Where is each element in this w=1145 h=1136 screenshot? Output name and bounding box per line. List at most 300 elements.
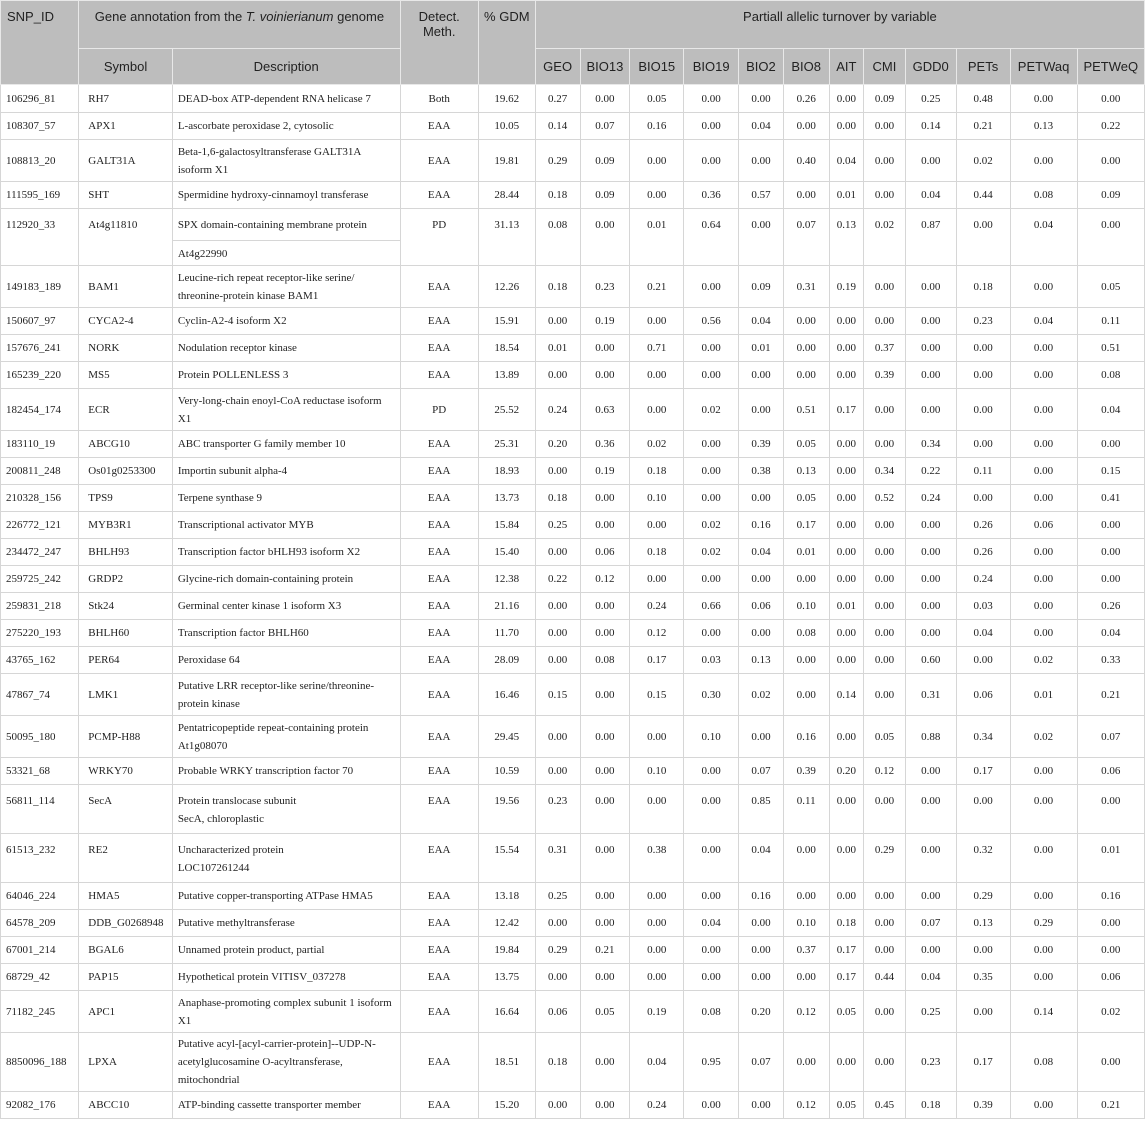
value-cell-bio2: 0.09 xyxy=(739,266,784,308)
gdm-cell: 19.81 xyxy=(478,140,535,182)
value-cell-cmi: 0.00 xyxy=(864,674,906,716)
value-cell-gdd0: 0.00 xyxy=(905,834,956,883)
gdm-cell: 31.13 xyxy=(478,209,535,266)
value-cell-bio2: 0.01 xyxy=(739,335,784,362)
value-cell-gdd0: 0.14 xyxy=(905,113,956,140)
symbol-cell: ECR xyxy=(79,389,173,431)
table-row xyxy=(1,620,1145,647)
detect-method-header: Detect. Meth. xyxy=(400,1,478,85)
value-cell-bio8: 0.00 xyxy=(783,182,829,209)
value-cell-bio13: 0.00 xyxy=(580,758,630,785)
description-text: Very-long-chain enoyl-CoA reductase isoform X1 xyxy=(177,394,382,425)
table-row xyxy=(1,785,1145,834)
value-cell-gdd0: 0.25 xyxy=(905,85,956,113)
value-cell-bio15: 0.00 xyxy=(630,566,684,593)
description-text: Cyclin-A2-4 isoform X2 xyxy=(177,315,287,327)
snp-id-cell: 61513_232 xyxy=(1,834,79,883)
value-cell-bio19: 0.00 xyxy=(684,566,739,593)
value-cell-pets: 0.00 xyxy=(956,785,1010,834)
value-cell-gdd0: 0.22 xyxy=(905,458,956,485)
table-row xyxy=(1,593,1145,620)
value-cell-geo: 0.27 xyxy=(535,85,580,113)
value-cell-petweq: 0.00 xyxy=(1077,566,1144,593)
value-cell-bio2: 0.00 xyxy=(739,566,784,593)
value-cell-petwaq: 0.00 xyxy=(1010,1092,1077,1119)
value-cell-bio19: 0.36 xyxy=(684,182,739,209)
value-cell-pets: 0.23 xyxy=(956,308,1010,335)
value-cell-bio19: 0.08 xyxy=(684,991,739,1033)
snp-id-cell: 108307_57 xyxy=(1,113,79,140)
value-cell-petweq: 0.00 xyxy=(1077,140,1144,182)
value-cell-bio19: 0.00 xyxy=(684,140,739,182)
value-cell-bio8: 0.13 xyxy=(783,458,829,485)
description-cell xyxy=(172,308,400,335)
value-cell-cmi: 0.00 xyxy=(864,1033,906,1092)
value-cell-ait: 0.17 xyxy=(829,389,864,431)
value-cell-pets: 0.00 xyxy=(956,209,1010,266)
value-cell-petwaq: 0.04 xyxy=(1010,209,1077,266)
table-row xyxy=(1,308,1145,335)
value-cell-geo: 0.00 xyxy=(535,362,580,389)
value-cell-ait: 0.00 xyxy=(829,539,864,566)
description-cell xyxy=(172,620,400,647)
description-cell xyxy=(172,485,400,512)
value-cell-gdd0: 0.34 xyxy=(905,431,956,458)
symbol-header: Symbol xyxy=(79,49,173,85)
description-text: Putative copper-transporting ATPase HMA5 xyxy=(177,890,373,902)
value-cell-petweq: 0.06 xyxy=(1077,758,1144,785)
value-cell-ait: 0.17 xyxy=(829,937,864,964)
description-text: Uncharacterized protein xyxy=(177,844,284,856)
description-cell xyxy=(172,566,400,593)
value-cell-bio2: 0.85 xyxy=(739,785,784,834)
gdm-cell: 25.31 xyxy=(478,431,535,458)
value-cell-bio13: 0.36 xyxy=(580,431,630,458)
value-cell-petwaq: 0.02 xyxy=(1010,647,1077,674)
table-row xyxy=(1,647,1145,674)
value-cell-petwaq: 0.00 xyxy=(1010,834,1077,883)
value-cell-bio8: 0.00 xyxy=(783,335,829,362)
value-cell-cmi: 0.00 xyxy=(864,389,906,431)
value-cell-bio15: 0.21 xyxy=(630,266,684,308)
description-continuation: LOC107261244 xyxy=(177,862,250,874)
value-cell-bio13: 0.08 xyxy=(580,647,630,674)
snp-id-cell: 67001_214 xyxy=(1,937,79,964)
value-cell-bio13: 0.19 xyxy=(580,308,630,335)
symbol-cell: GALT31A xyxy=(79,140,173,182)
value-cell-bio8: 0.11 xyxy=(783,785,829,834)
symbol-cell: BAM1 xyxy=(79,266,173,308)
table-row xyxy=(1,485,1145,512)
gdm-cell: 19.62 xyxy=(478,85,535,113)
value-cell-bio15: 0.12 xyxy=(630,620,684,647)
value-cell-bio2: 0.16 xyxy=(739,883,784,910)
value-cell-bio2: 0.57 xyxy=(739,182,784,209)
gdm-cell: 16.46 xyxy=(478,674,535,716)
value-cell-bio2: 0.00 xyxy=(739,485,784,512)
value-cell-cmi: 0.00 xyxy=(864,620,906,647)
value-cell-petweq: 0.33 xyxy=(1077,647,1144,674)
value-cell-bio2: 0.07 xyxy=(739,758,784,785)
value-cell-bio19: 0.30 xyxy=(684,674,739,716)
value-cell-bio15: 0.17 xyxy=(630,647,684,674)
snp-id-cell: 112920_33 xyxy=(1,209,79,266)
value-cell-bio2: 0.00 xyxy=(739,389,784,431)
description-text: Transcription factor BHLH60 xyxy=(177,627,309,639)
table-row xyxy=(1,335,1145,362)
value-cell-geo: 0.29 xyxy=(535,937,580,964)
value-cell-petweq: 0.00 xyxy=(1077,209,1144,266)
value-cell-geo: 0.25 xyxy=(535,512,580,539)
snp-id-cell: 43765_162 xyxy=(1,647,79,674)
method-cell: EAA xyxy=(400,991,478,1033)
method-cell: EAA xyxy=(400,1092,478,1119)
value-cell-bio8: 0.00 xyxy=(783,362,829,389)
value-cell-gdd0: 0.87 xyxy=(905,209,956,266)
value-cell-gdd0: 0.00 xyxy=(905,140,956,182)
value-cell-pets: 0.00 xyxy=(956,389,1010,431)
value-cell-petweq: 0.16 xyxy=(1077,883,1144,910)
value-cell-petweq: 0.00 xyxy=(1077,512,1144,539)
value-cell-gdd0: 0.00 xyxy=(905,308,956,335)
value-cell-bio2: 0.00 xyxy=(739,85,784,113)
value-cell-petwaq: 0.00 xyxy=(1010,335,1077,362)
value-cell-petweq: 0.00 xyxy=(1077,85,1144,113)
description-cell xyxy=(172,182,400,209)
value-cell-bio19: 0.02 xyxy=(684,389,739,431)
value-cell-gdd0: 0.00 xyxy=(905,566,956,593)
value-cell-gdd0: 0.00 xyxy=(905,785,956,834)
value-cell-geo: 0.00 xyxy=(535,458,580,485)
value-cell-pets: 0.06 xyxy=(956,674,1010,716)
value-cell-bio15: 0.00 xyxy=(630,512,684,539)
value-cell-cmi: 0.29 xyxy=(864,834,906,883)
value-cell-bio8: 0.39 xyxy=(783,758,829,785)
value-cell-bio2: 0.04 xyxy=(739,539,784,566)
value-cell-bio15: 0.18 xyxy=(630,458,684,485)
description-cell xyxy=(172,512,400,539)
value-cell-bio2: 0.13 xyxy=(739,647,784,674)
value-cell-petwaq: 0.00 xyxy=(1010,389,1077,431)
value-cell-petweq: 0.06 xyxy=(1077,964,1144,991)
value-cell-cmi: 0.00 xyxy=(864,539,906,566)
value-cell-bio15: 0.15 xyxy=(630,674,684,716)
value-cell-ait: 0.00 xyxy=(829,458,864,485)
table-row xyxy=(1,834,1145,883)
description-cell xyxy=(172,539,400,566)
value-cell-gdd0: 0.00 xyxy=(905,512,956,539)
value-cell-geo: 0.22 xyxy=(535,566,580,593)
snp-id-cell: 106296_81 xyxy=(1,85,79,113)
value-cell-bio2: 0.00 xyxy=(739,140,784,182)
value-cell-ait: 0.14 xyxy=(829,674,864,716)
symbol-cell: PER64 xyxy=(79,647,173,674)
table-row xyxy=(1,182,1145,209)
variable-header-bio8: BIO8 xyxy=(783,49,829,85)
gdm-cell: 18.93 xyxy=(478,458,535,485)
method-cell: EAA xyxy=(400,266,478,308)
table-row xyxy=(1,991,1145,1033)
value-cell-bio2: 0.04 xyxy=(739,113,784,140)
value-cell-gdd0: 0.00 xyxy=(905,266,956,308)
value-cell-bio19: 0.56 xyxy=(684,308,739,335)
value-cell-geo: 0.31 xyxy=(535,834,580,883)
value-cell-bio13: 0.00 xyxy=(580,620,630,647)
description-text: Unnamed protein product, partial xyxy=(177,944,325,956)
gdm-cell: 12.42 xyxy=(478,910,535,937)
description-continuation: At4g22990 xyxy=(173,240,400,263)
value-cell-gdd0: 0.00 xyxy=(905,758,956,785)
value-cell-gdd0: 0.88 xyxy=(905,716,956,758)
value-cell-cmi: 0.00 xyxy=(864,113,906,140)
description-text: Nodulation receptor kinase xyxy=(177,342,297,354)
value-cell-ait: 0.00 xyxy=(829,883,864,910)
value-cell-bio8: 0.10 xyxy=(783,910,829,937)
value-cell-gdd0: 0.00 xyxy=(905,389,956,431)
value-cell-cmi: 0.00 xyxy=(864,566,906,593)
value-cell-ait: 0.00 xyxy=(829,431,864,458)
value-cell-geo: 0.00 xyxy=(535,964,580,991)
value-cell-geo: 0.06 xyxy=(535,991,580,1033)
description-text: Probable WRKY transcription factor 70 xyxy=(177,765,354,777)
value-cell-gdd0: 0.00 xyxy=(905,362,956,389)
value-cell-pets: 0.00 xyxy=(956,991,1010,1033)
value-cell-petwaq: 0.01 xyxy=(1010,674,1077,716)
value-cell-petweq: 0.21 xyxy=(1077,674,1144,716)
value-cell-bio19: 0.02 xyxy=(684,539,739,566)
value-cell-bio15: 0.10 xyxy=(630,758,684,785)
snp-id-cell: 259725_242 xyxy=(1,566,79,593)
value-cell-gdd0: 0.18 xyxy=(905,1092,956,1119)
snp-id-cell: 64046_224 xyxy=(1,883,79,910)
value-cell-cmi: 0.00 xyxy=(864,785,906,834)
value-cell-petweq: 0.08 xyxy=(1077,362,1144,389)
value-cell-bio8: 0.00 xyxy=(783,308,829,335)
value-cell-petweq: 0.15 xyxy=(1077,458,1144,485)
value-cell-bio13: 0.00 xyxy=(580,910,630,937)
value-cell-bio13: 0.00 xyxy=(580,335,630,362)
value-cell-bio13: 0.00 xyxy=(580,834,630,883)
snp-id-cell: 71182_245 xyxy=(1,991,79,1033)
value-cell-pets: 0.11 xyxy=(956,458,1010,485)
table-row xyxy=(1,758,1145,785)
description-text: ATP-binding cassette transporter member xyxy=(177,1099,361,1111)
value-cell-petwaq: 0.00 xyxy=(1010,458,1077,485)
value-cell-pets: 0.17 xyxy=(956,758,1010,785)
value-cell-bio15: 0.00 xyxy=(630,716,684,758)
table-header xyxy=(1,1,1145,85)
value-cell-bio19: 0.00 xyxy=(684,431,739,458)
snp-id-cell: 157676_241 xyxy=(1,335,79,362)
value-cell-bio19: 0.00 xyxy=(684,937,739,964)
value-cell-ait: 0.00 xyxy=(829,362,864,389)
value-cell-bio19: 0.00 xyxy=(684,113,739,140)
method-cell: EAA xyxy=(400,674,478,716)
value-cell-petweq: 0.00 xyxy=(1077,785,1144,834)
value-cell-bio19: 0.03 xyxy=(684,647,739,674)
value-cell-pets: 0.44 xyxy=(956,182,1010,209)
gdm-cell: 19.56 xyxy=(478,785,535,834)
description-cell xyxy=(172,431,400,458)
gdm-cell: 18.51 xyxy=(478,1033,535,1092)
value-cell-petweq: 0.05 xyxy=(1077,266,1144,308)
value-cell-bio13: 0.00 xyxy=(580,716,630,758)
value-cell-bio15: 0.24 xyxy=(630,1092,684,1119)
gdm-cell: 11.70 xyxy=(478,620,535,647)
value-cell-bio13: 0.09 xyxy=(580,140,630,182)
snp-id-cell: 111595_169 xyxy=(1,182,79,209)
value-cell-bio15: 0.05 xyxy=(630,85,684,113)
gdm-cell: 19.84 xyxy=(478,937,535,964)
gdm-cell: 12.26 xyxy=(478,266,535,308)
value-cell-bio2: 0.00 xyxy=(739,362,784,389)
value-cell-petwaq: 0.00 xyxy=(1010,593,1077,620)
table-row xyxy=(1,389,1145,431)
description-text: Glycine-rich domain-containing protein xyxy=(177,573,354,585)
value-cell-bio19: 0.00 xyxy=(684,785,739,834)
value-cell-petwaq: 0.00 xyxy=(1010,964,1077,991)
value-cell-petweq: 0.41 xyxy=(1077,485,1144,512)
method-cell: EAA xyxy=(400,716,478,758)
value-cell-petweq: 0.00 xyxy=(1077,539,1144,566)
value-cell-ait: 0.00 xyxy=(829,834,864,883)
value-cell-bio19: 0.00 xyxy=(684,458,739,485)
symbol-cell: Os01g0253300 xyxy=(79,458,173,485)
value-cell-bio8: 0.40 xyxy=(783,140,829,182)
value-cell-petweq: 0.11 xyxy=(1077,308,1144,335)
value-cell-pets: 0.04 xyxy=(956,620,1010,647)
gdm-cell: 25.52 xyxy=(478,389,535,431)
gdm-cell: 15.54 xyxy=(478,834,535,883)
value-cell-gdd0: 0.00 xyxy=(905,593,956,620)
method-cell: EAA xyxy=(400,182,478,209)
description-text: Pentatricopeptide repeat-containing protein At1g08070 xyxy=(177,721,369,752)
description-cell xyxy=(172,991,400,1033)
value-cell-bio19: 0.10 xyxy=(684,716,739,758)
description-cell xyxy=(172,964,400,991)
symbol-cell: MYB3R1 xyxy=(79,512,173,539)
value-cell-pets: 0.29 xyxy=(956,883,1010,910)
gdm-cell: 10.59 xyxy=(478,758,535,785)
value-cell-petweq: 0.02 xyxy=(1077,991,1144,1033)
method-cell: EAA xyxy=(400,758,478,785)
method-cell: EAA xyxy=(400,140,478,182)
method-cell: EAA xyxy=(400,1033,478,1092)
variable-header-geo: GEO xyxy=(535,49,580,85)
method-cell: EAA xyxy=(400,113,478,140)
method-cell: EAA xyxy=(400,362,478,389)
snp-id-cell: 50095_180 xyxy=(1,716,79,758)
value-cell-bio8: 0.00 xyxy=(783,883,829,910)
variable-header-bio19: BIO19 xyxy=(684,49,739,85)
value-cell-ait: 0.13 xyxy=(829,209,864,266)
symbol-cell: PAP15 xyxy=(79,964,173,991)
value-cell-bio13: 0.63 xyxy=(580,389,630,431)
value-cell-pets: 0.17 xyxy=(956,1033,1010,1092)
value-cell-bio13: 0.00 xyxy=(580,485,630,512)
value-cell-bio19: 0.00 xyxy=(684,362,739,389)
value-cell-geo: 0.00 xyxy=(535,647,580,674)
value-cell-petwaq: 0.06 xyxy=(1010,512,1077,539)
value-cell-pets: 0.02 xyxy=(956,140,1010,182)
variable-header-pets: PETs xyxy=(956,49,1010,85)
snp-id-cell: 183110_19 xyxy=(1,431,79,458)
value-cell-cmi: 0.52 xyxy=(864,485,906,512)
description-cell xyxy=(172,389,400,431)
value-cell-pets: 0.21 xyxy=(956,113,1010,140)
value-cell-bio2: 0.07 xyxy=(739,1033,784,1092)
value-cell-cmi: 0.45 xyxy=(864,1092,906,1119)
value-cell-bio13: 0.00 xyxy=(580,883,630,910)
value-cell-geo: 0.00 xyxy=(535,1092,580,1119)
description-text: Transcription factor bHLH93 isoform X2 xyxy=(177,546,361,558)
symbol-cell: BGAL6 xyxy=(79,937,173,964)
value-cell-petwaq: 0.00 xyxy=(1010,431,1077,458)
description-text: ABC transporter G family member 10 xyxy=(177,438,346,450)
value-cell-petweq: 0.21 xyxy=(1077,1092,1144,1119)
symbol-cell: LMK1 xyxy=(79,674,173,716)
method-cell: PD xyxy=(400,209,478,266)
value-cell-pets: 0.26 xyxy=(956,512,1010,539)
value-cell-ait: 0.00 xyxy=(829,512,864,539)
value-cell-geo: 0.18 xyxy=(535,1033,580,1092)
value-cell-bio19: 0.00 xyxy=(684,85,739,113)
value-cell-gdd0: 0.24 xyxy=(905,485,956,512)
gene-annotation-header: Gene annotation from the T. voinierianum genome xyxy=(79,1,400,49)
table-row xyxy=(1,113,1145,140)
value-cell-petweq: 0.09 xyxy=(1077,182,1144,209)
value-cell-bio8: 0.26 xyxy=(783,85,829,113)
value-cell-bio13: 0.00 xyxy=(580,1092,630,1119)
value-cell-geo: 0.01 xyxy=(535,335,580,362)
snp-id-cell: 64578_209 xyxy=(1,910,79,937)
value-cell-bio13: 0.00 xyxy=(580,209,630,266)
description-text: Beta-1,6-galactosyltransferase GALT31A isoform X1 xyxy=(177,145,361,176)
value-cell-pets: 0.26 xyxy=(956,539,1010,566)
value-cell-bio15: 0.16 xyxy=(630,113,684,140)
value-cell-ait: 0.19 xyxy=(829,266,864,308)
description-cell xyxy=(172,1033,400,1092)
symbol-cell: HMA5 xyxy=(79,883,173,910)
value-cell-bio13: 0.00 xyxy=(580,362,630,389)
value-cell-geo: 0.00 xyxy=(535,539,580,566)
value-cell-bio2: 0.39 xyxy=(739,431,784,458)
value-cell-bio15: 0.19 xyxy=(630,991,684,1033)
value-cell-bio13: 0.00 xyxy=(580,593,630,620)
snp-id-cell: 108813_20 xyxy=(1,140,79,182)
value-cell-pets: 0.18 xyxy=(956,266,1010,308)
symbol-cell: At4g11810 xyxy=(79,209,173,266)
value-cell-bio19: 0.02 xyxy=(684,512,739,539)
value-cell-bio19: 0.00 xyxy=(684,485,739,512)
snp-id-cell: 92082_176 xyxy=(1,1092,79,1119)
value-cell-bio19: 0.64 xyxy=(684,209,739,266)
value-cell-bio13: 0.06 xyxy=(580,539,630,566)
snp-id-cell: 56811_114 xyxy=(1,785,79,834)
method-cell: EAA xyxy=(400,458,478,485)
value-cell-gdd0: 0.04 xyxy=(905,182,956,209)
value-cell-pets: 0.35 xyxy=(956,964,1010,991)
value-cell-bio2: 0.00 xyxy=(739,209,784,266)
snp-id-cell: 150607_97 xyxy=(1,308,79,335)
value-cell-geo: 0.18 xyxy=(535,182,580,209)
value-cell-petwaq: 0.08 xyxy=(1010,1033,1077,1092)
gdm-cell: 10.05 xyxy=(478,113,535,140)
value-cell-bio19: 0.00 xyxy=(684,335,739,362)
value-cell-petwaq: 0.00 xyxy=(1010,785,1077,834)
description-text: Putative methyltransferase xyxy=(177,917,295,929)
description-text: Leucine-rich repeat receptor-like serine/ threonine-protein kinase BAM1 xyxy=(177,271,355,302)
